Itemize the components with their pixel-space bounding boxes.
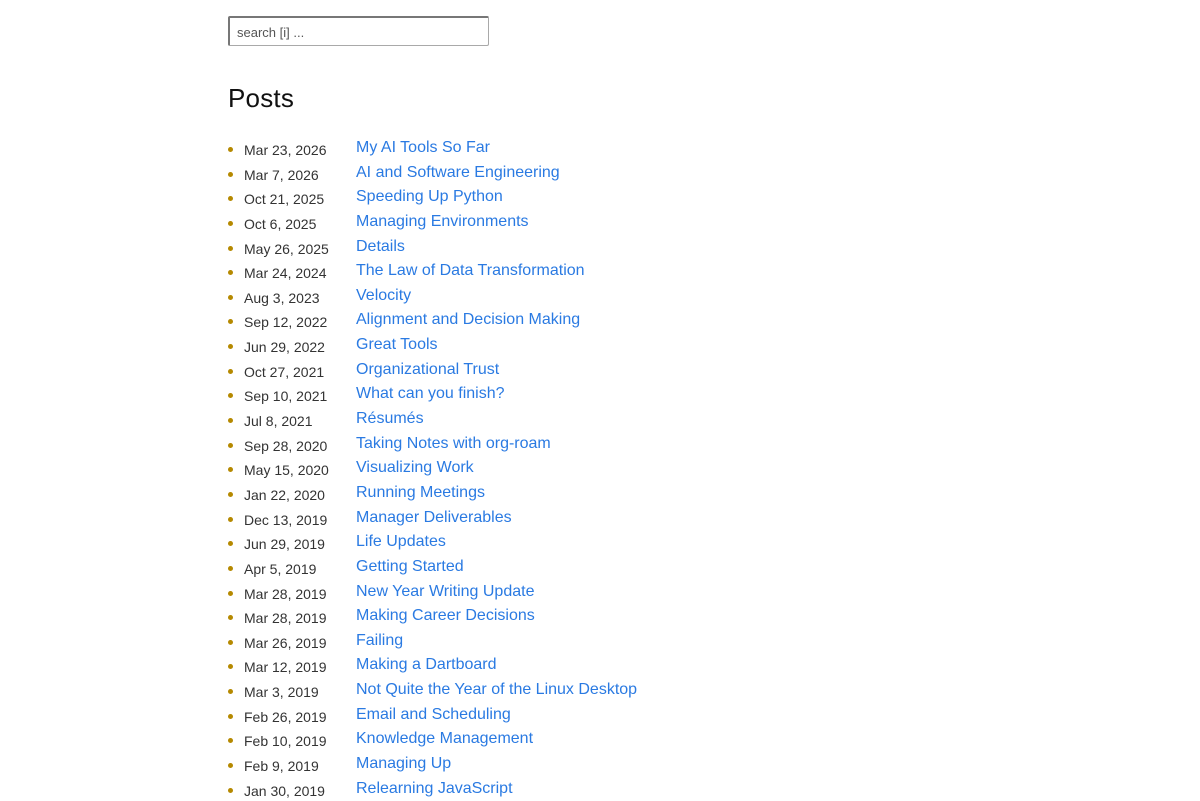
post-link[interactable]: New Year Writing Update [356, 582, 535, 600]
search-container [228, 16, 489, 46]
post-date: Sep 28, 2020 [244, 437, 328, 454]
list-item [228, 136, 928, 161]
post-link[interactable]: Résumés [356, 410, 424, 428]
bullet-icon [228, 196, 233, 201]
list-item [228, 604, 928, 629]
bullet-icon [228, 418, 233, 423]
list-item [228, 629, 928, 654]
bullet-icon [228, 492, 233, 497]
post-link[interactable]: Managing Environments [356, 212, 529, 230]
post-date: Mar 26, 2019 [244, 634, 327, 651]
bullet-icon [228, 393, 233, 398]
post-link[interactable]: Relearning JavaScript [356, 779, 513, 797]
post-date: Aug 3, 2023 [244, 289, 320, 306]
post-date: Mar 12, 2019 [244, 659, 327, 676]
post-list [228, 136, 928, 801]
post-link[interactable]: Managing Up [356, 755, 452, 773]
post-link[interactable]: Great Tools [356, 336, 438, 354]
list-item [228, 456, 928, 481]
post-link[interactable]: Speeding Up Python [356, 188, 503, 206]
list-item [228, 506, 928, 531]
bullet-icon [228, 640, 233, 645]
list-item [228, 580, 928, 605]
bullet-icon [228, 714, 233, 719]
list-item [228, 727, 928, 752]
post-link[interactable]: My AI Tools So Far [356, 139, 490, 156]
bullet-icon [228, 615, 233, 620]
post-link[interactable]: Not Quite the Year of the Linux Desktop [356, 681, 638, 699]
post-date: Dec 13, 2019 [244, 511, 328, 528]
bullet-icon [228, 788, 233, 793]
post-date: Oct 27, 2021 [244, 363, 325, 380]
post-date: Feb 9, 2019 [244, 758, 319, 775]
post-date: Mar 28, 2019 [244, 610, 327, 627]
list-item [228, 358, 928, 383]
bullet-icon [228, 664, 233, 669]
list-item [228, 481, 928, 506]
list-item [228, 235, 928, 260]
post-date: Oct 21, 2025 [244, 191, 325, 208]
post-date: Oct 6, 2025 [244, 215, 317, 232]
post-date: Mar 28, 2019 [244, 585, 327, 602]
post-link[interactable]: Knowledge Management [356, 730, 534, 748]
bullet-icon [228, 517, 233, 522]
post-link[interactable]: Making a Dartboard [356, 656, 497, 674]
list-item [228, 210, 928, 235]
post-link[interactable]: Manager Deliverables [356, 508, 512, 526]
post-date: Jun 29, 2019 [244, 536, 325, 553]
bullet-icon [228, 369, 233, 374]
post-link[interactable]: Velocity [356, 286, 412, 304]
post-date: Apr 5, 2019 [244, 560, 317, 577]
post-link[interactable]: What can you finish? [356, 385, 505, 403]
bullet-icon [228, 566, 233, 571]
post-date: Mar 7, 2026 [244, 166, 319, 183]
search-input[interactable] [228, 16, 489, 46]
post-link[interactable]: Alignment and Decision Making [356, 311, 581, 329]
bullet-icon [228, 763, 233, 768]
bullet-icon [228, 246, 233, 251]
bullet-icon [228, 443, 233, 448]
list-item [228, 432, 928, 457]
post-date: Mar 24, 2024 [244, 265, 327, 282]
bullet-icon [228, 295, 233, 300]
posts-heading: Posts [228, 83, 295, 113]
list-item [228, 777, 928, 801]
list-item [228, 752, 928, 777]
post-date: Mar 3, 2019 [244, 684, 319, 701]
post-date: Jan 30, 2019 [244, 782, 325, 799]
bullet-icon [228, 541, 233, 546]
bullet-icon [228, 738, 233, 743]
post-link[interactable]: Taking Notes with org-roam [356, 434, 551, 452]
post-link[interactable]: Email and Scheduling [356, 705, 511, 723]
post-link[interactable]: Organizational Trust [356, 360, 500, 378]
post-date: Sep 10, 2021 [244, 388, 328, 405]
bullet-icon [228, 221, 233, 226]
bullet-icon [228, 689, 233, 694]
bullet-icon [228, 147, 233, 152]
post-link[interactable]: Visualizing Work [356, 459, 474, 477]
main-content [228, 16, 988, 799]
post-date: Feb 10, 2019 [244, 733, 327, 750]
list-item [228, 653, 928, 678]
post-link[interactable]: Making Career Decisions [356, 607, 535, 625]
post-link[interactable]: The Law of Data Transformation [356, 262, 585, 280]
bullet-icon [228, 270, 233, 275]
post-date: Jul 8, 2021 [244, 413, 313, 430]
list-item [228, 703, 928, 728]
bullet-icon [228, 172, 233, 177]
bullet-icon [228, 591, 233, 596]
list-item [228, 161, 928, 186]
list-item [228, 259, 928, 284]
post-date: Feb 26, 2019 [244, 708, 327, 725]
list-item [228, 407, 928, 432]
list-item [228, 555, 928, 580]
list-item [228, 284, 928, 309]
post-date: May 26, 2025 [244, 240, 329, 257]
post-date: Sep 12, 2022 [244, 314, 328, 331]
post-date: Jan 22, 2020 [244, 486, 325, 503]
list-item [228, 530, 928, 555]
list-item [228, 382, 928, 407]
post-link[interactable]: AI and Software Engineering [356, 163, 560, 181]
post-link[interactable]: Life Updates [356, 533, 446, 551]
post-date: Jun 29, 2022 [244, 339, 325, 356]
list-item [228, 308, 928, 333]
list-item [228, 678, 928, 703]
post-link[interactable]: Details [356, 237, 405, 255]
bullet-icon [228, 319, 233, 324]
list-item [228, 185, 928, 210]
post-link[interactable]: Getting Started [356, 557, 464, 575]
post-link[interactable]: Running Meetings [356, 483, 485, 501]
bullet-icon [228, 467, 233, 472]
list-item [228, 333, 928, 358]
post-link[interactable]: Failing [356, 631, 404, 649]
post-date: May 15, 2020 [244, 462, 329, 479]
bullet-icon [228, 344, 233, 349]
post-date: Mar 23, 2026 [244, 142, 327, 158]
